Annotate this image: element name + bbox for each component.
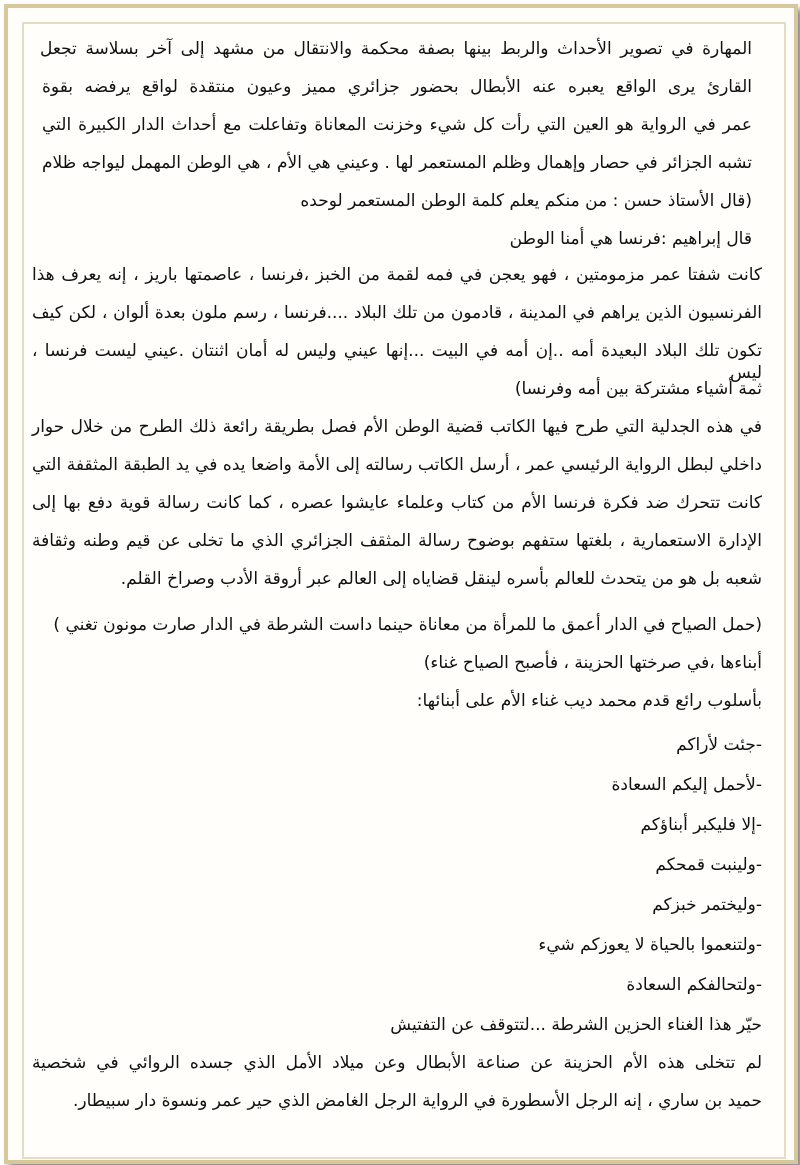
text-line: (قال الأستاذ حسن : من منكم يعلم كلمة الوطن المستعمر لوحده [300,191,752,211]
text-line: ثمة أشياء مشتركة بين أمه وفرنسا) [514,379,762,399]
text-line: (حمل الصياح في الدار أعمق ما للمرأة من معاناة حينما داست الشرطة في الدار صارت مونون تغني ) [53,615,762,635]
text-line: تكون تلك البلاد البعيدة أمه ..إن أمه في البيت ...إنها عيني وليس له أمان اثنتان .عيني ليست فرنسا ، ليس [32,341,762,383]
text-line: -جئت لأراكم [676,735,762,755]
text-line: -ولتنعموا بالحياة لا يعوزكم شيء [538,935,762,955]
text-line: -إلا فليكبر أبناؤكم [640,815,762,835]
text-line: -لأحمل إليكم السعادة [611,775,762,795]
text-line: بأسلوب رائع قدم محمد ديب غناء الأم على أبنائها: [416,691,762,711]
text-line: شعبه بل هو من يتحدث للعالم بأسره لينقل قضاياه إلى العالم عبر أروقة الأدب وصراخ القلم. [120,569,762,589]
text-line: -ولينبت قمحكم [655,855,762,875]
text-line: في هذه الجدلية التي طرح فيها الكاتب قضية الوطن الأم فصل بطريقة رائعة ذلك الطرح من خلال حوار [32,417,762,437]
text-line: كانت تتحرك ضد فكرة فرنسا الأم من كتاب وعلماء عايشوا عصره ، كما كانت رسالة قوية دفع بها إلى [32,493,762,513]
document-body [30,36,762,1136]
text-line: حميد بن ساري ، إنه الرجل الأسطورة في الرواية الرجل الغامض الذي حير عمر ونسوة دار سبيطار. [73,1091,762,1111]
text-line: داخلي لبطل الرواية الرئيسي عمر ، أرسل الكاتب رسالته إلى الأمة واضعا يده في يد الطبقة المثقفة التي [32,455,762,475]
text-line: أبناءها ،في صرختها الحزينة ، فأصبح الصياح غناء) [423,653,762,673]
text-line: المهارة في تصوير الأحداث والربط بينها بصفة محكمة والانتقال من مشهد إلى آخر بسلاسة تجعل [40,39,752,59]
text-line: الفرنسيون الذين يراهم في المدينة ، قادمون من تلك البلاد ....فرنسا ، رسم ملون بعدة ألوان ، لكن كيف [32,303,762,323]
text-line: الإدارة الاستعمارية ، بلغتها ستفهم بوضوح رسالة المثقف الجزائري الذي ما تخلى عن قيم وطنه وثقافة [32,531,762,551]
text-line: القارئ يرى الواقع يعبره عنه الأبطال بحضور جزائري مميز وعيون منتقدة لواقع يرفضه بقوة [42,77,752,97]
text-line: عمر في الرواية هو العين التي رأت كل شيء وخزنت المعاناة وتفاعلت مع أحداث الدار الكبيرة التي [42,115,752,135]
text-line: -وليختمر خبزكم [652,895,762,915]
text-line: تشبه الجزائر في حصار وإهمال وظلم المستعمر لها . وعيني هي الأم ، هي الوطن المهمل ليواجه ظلام [42,153,752,173]
text-line: قال إبراهيم :فرنسا هي أمنا الوطن [509,229,752,249]
text-line: -ولتحالفكم السعادة [626,975,762,995]
text-line: حيّر هذا الغناء الحزين الشرطة ...لتتوقف عن التفتيش [390,1015,762,1035]
text-line: لم تتخلى هذه الأم الحزينة عن صناعة الأبطال وعن ميلاد الأمل الذي جسده الروائي في شخصية [32,1053,762,1073]
text-line: كانت شفتا عمر مزمومتين ، فهو يعجن في فمه لقمة من الخبز ،فرنسا ، عاصمتها باريز ، إنه يعرف هذا [32,265,762,285]
